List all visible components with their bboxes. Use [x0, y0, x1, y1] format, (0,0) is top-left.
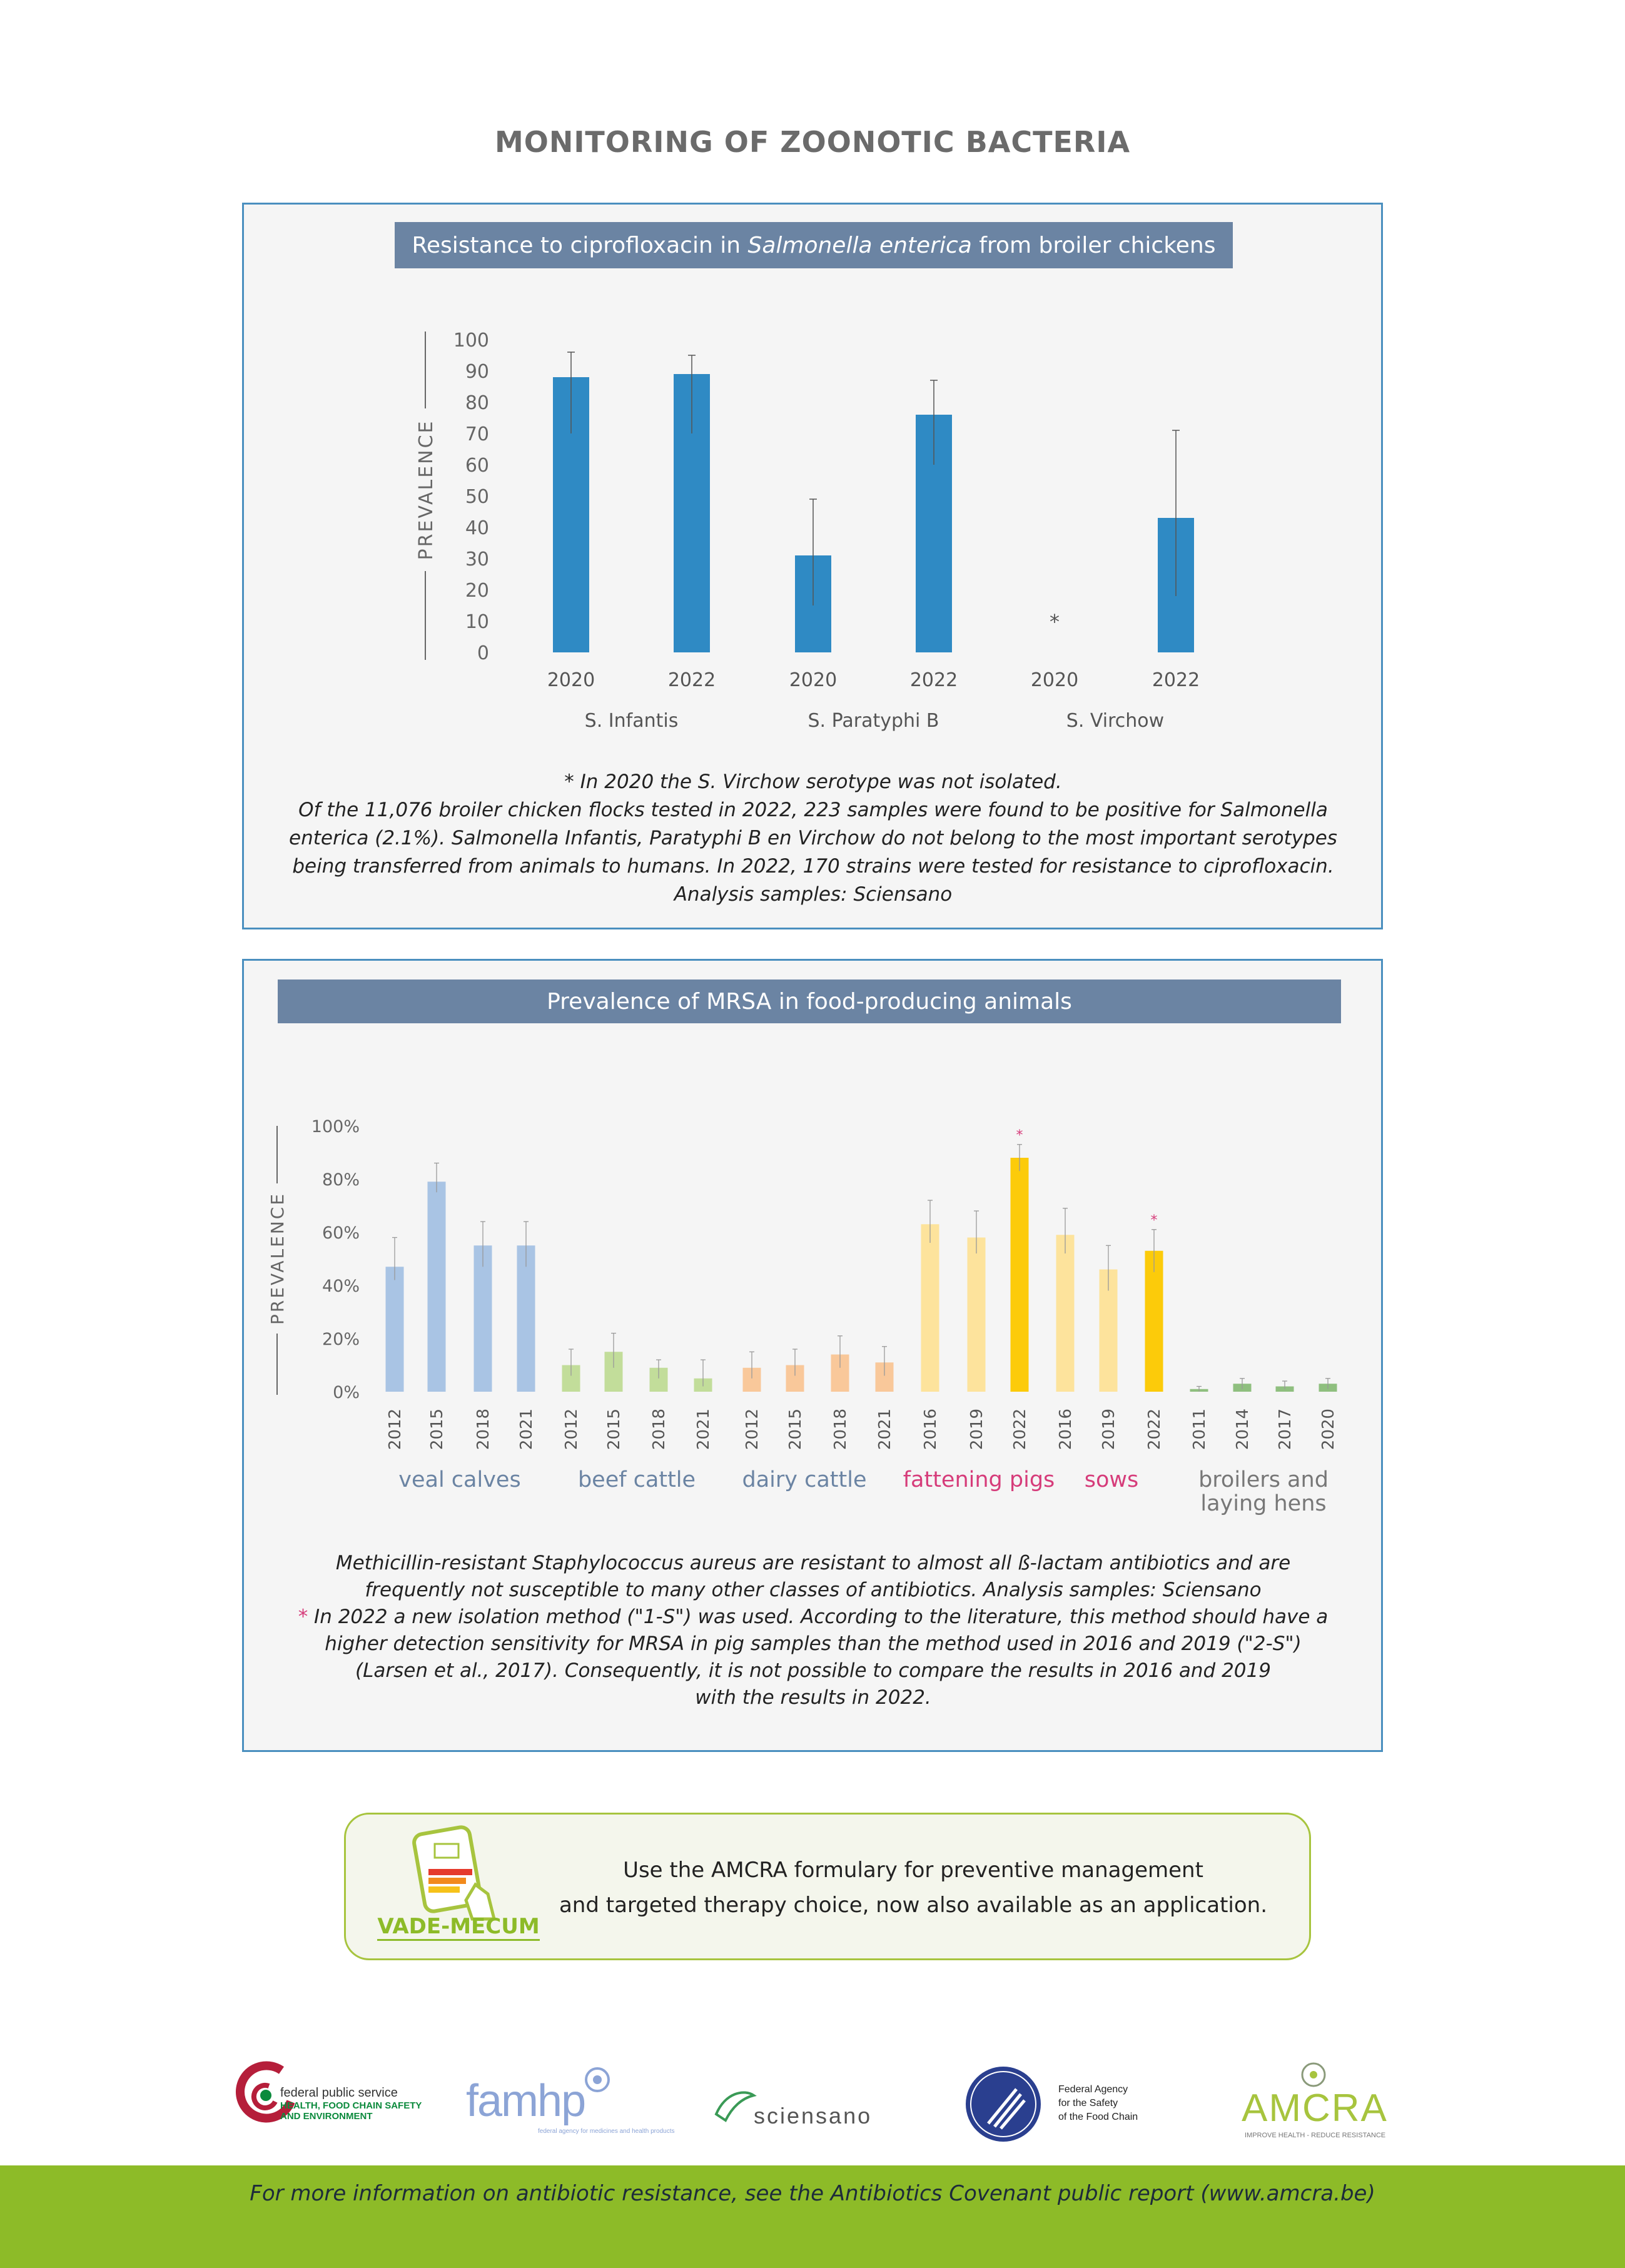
x-tick-label: 2017	[1276, 1408, 1295, 1450]
x-tick-label: 2014	[1233, 1408, 1252, 1450]
y-tick-label: 0%	[333, 1383, 360, 1402]
y-tick-label: 0	[477, 642, 489, 664]
x-tick-label: 2020	[547, 669, 595, 691]
salmonella-caption	[250, 768, 1376, 909]
y-tick-label: 50	[465, 486, 489, 508]
group-label: fattening pigs	[903, 1467, 1055, 1492]
x-tick-label: 2012	[743, 1408, 762, 1450]
x-tick-label: 2022	[1145, 1408, 1164, 1450]
y-tick-label: 80	[465, 392, 489, 414]
y-tick-label: 10	[465, 611, 489, 633]
afsca-logo-icon	[963, 2064, 1043, 2144]
y-tick-label: 30	[465, 549, 489, 570]
y-tick-label: 20%	[321, 1330, 360, 1349]
amcra-logo-sub: IMPROVE HEALTH - REDUCE RESISTANCE	[1245, 2132, 1386, 2139]
annotation-star: *	[1050, 610, 1060, 634]
x-tick-label: 2021	[694, 1408, 713, 1450]
x-tick-label: 2021	[876, 1408, 894, 1450]
x-tick-label: 2018	[474, 1408, 493, 1450]
caption-line: being transferred from animals to humans. In 2022, 170 strains were tested for resistance to ciprofloxacin.	[292, 855, 1334, 878]
caption-line: * In 2020 the S. Virchow serotype was not isolated.	[564, 771, 1062, 793]
caption-line: Analysis samples: Sciensano	[674, 883, 953, 906]
famhp-logo: famhp	[466, 2076, 585, 2126]
famhp-swirl-icon	[582, 2064, 613, 2095]
group-label: laying hens	[1200, 1491, 1327, 1516]
mrsa-caption	[250, 1550, 1376, 1711]
x-tick-label: 2019	[1100, 1408, 1118, 1450]
annotation-star: *	[1150, 1212, 1158, 1228]
caption-line: higher detection sensitivity for MRSA in pig samples than the method used in 2016 and 2019 ("2-S")	[325, 1633, 1302, 1655]
y-tick-label: 60%	[321, 1223, 360, 1243]
mrsa-panel-title: Prevalence of MRSA in food-producing animals	[278, 980, 1341, 1023]
panel-title-post: from broiler chickens	[971, 232, 1216, 258]
x-tick-label: 2016	[1056, 1408, 1075, 1450]
bar	[474, 1245, 492, 1392]
caption-line: Of the 11,076 broiler chicken flocks tested in 2022, 223 samples were found to be positive for Salmonella	[298, 799, 1328, 821]
sciensano-logo: sciensano	[754, 2103, 873, 2129]
vade-line-2: and targeted therapy choice, now also available as an application.	[559, 1893, 1268, 1918]
y-tick-label: 40	[465, 517, 489, 539]
fps-logo-text: federal public service HEALTH, FOOD CHAIN SAFETY AND ENVIRONMENT	[280, 2086, 422, 2122]
x-tick-label: 2021	[517, 1408, 536, 1450]
sciensano-leaf-icon	[713, 2086, 757, 2124]
page-title: MONITORING OF ZOONOTIC BACTERIA	[494, 125, 1131, 159]
salmonella-chart	[375, 313, 1251, 751]
caption-line: Methicillin-resistant Staphylococcus aureus are resistant to almost all ß-lactam antibiotics and are	[335, 1552, 1291, 1574]
x-tick-label: 2016	[921, 1408, 940, 1450]
x-tick-label: 2012	[562, 1408, 581, 1450]
x-tick-label: 2018	[650, 1408, 669, 1450]
group-label: veal calves	[398, 1467, 521, 1492]
caption-line: enterica (2.1%). Salmonella Infantis, Paratyphi B en Virchow do not belong to the most important serotypes	[289, 827, 1337, 849]
afsca-logo-text: Federal Agency for the Safety of the Food Chain	[1058, 2084, 1138, 2122]
bar	[1011, 1158, 1029, 1392]
y-tick-label: 70	[465, 423, 489, 445]
x-tick-label: 2012	[386, 1408, 405, 1450]
y-axis-label: PREVALENCE	[415, 419, 437, 560]
caption-line: (Larsen et al., 2017). Consequently, it is not possible to compare the results in 2016 and 2019	[355, 1659, 1271, 1682]
y-tick-label: 80%	[321, 1170, 360, 1190]
y-tick-label: 20	[465, 580, 489, 602]
x-tick-label: 2018	[831, 1408, 850, 1450]
x-tick-label: 2020	[1030, 669, 1079, 691]
bar	[921, 1224, 939, 1392]
bar	[428, 1182, 446, 1392]
bar	[1056, 1235, 1075, 1392]
panel-title-pre: Resistance to ciprofloxacin in	[412, 232, 748, 258]
caption-line: with the results in 2022.	[695, 1686, 931, 1709]
y-tick-label: 40%	[321, 1277, 360, 1296]
group-label: S. Infantis	[584, 710, 679, 732]
y-tick-label: 90	[465, 361, 489, 383]
group-label: dairy cattle	[742, 1467, 867, 1492]
group-label: S. Paratyphi B	[807, 710, 939, 732]
x-tick-label: 2015	[428, 1408, 447, 1450]
x-tick-label: 2022	[909, 669, 958, 691]
y-tick-label: 100%	[311, 1117, 360, 1137]
bar	[386, 1267, 404, 1392]
amcra-logo: AMCRA	[1242, 2087, 1388, 2130]
x-tick-label: 2020	[1319, 1408, 1338, 1450]
group-label: broilers and	[1198, 1467, 1329, 1492]
x-tick-label: 2020	[789, 669, 838, 691]
vade-mecum-label: VADE-MECUM	[377, 1914, 540, 1941]
x-tick-label: 2019	[968, 1408, 986, 1450]
x-tick-label: 2015	[786, 1408, 805, 1450]
x-tick-label: 2022	[667, 669, 716, 691]
y-tick-label: 100	[453, 330, 489, 352]
bar	[968, 1238, 986, 1392]
famhp-logo-sub: federal agency for medicines and health products	[538, 2128, 675, 2135]
annotation-star: *	[1016, 1127, 1023, 1143]
x-tick-label: 2022	[1011, 1408, 1030, 1450]
bar	[517, 1245, 535, 1392]
footer-text: For more information on antibiotic resistance, see the Antibiotics Covenant public report (www.amcra.be)	[250, 2181, 1375, 2206]
caption-line: frequently not susceptible to many other classes of antibiotics. Analysis samples: Sciensano	[365, 1579, 1262, 1601]
vade-mecum-text	[538, 1853, 1288, 1923]
panel-title-species: Salmonella enterica	[747, 232, 972, 258]
salmonella-panel-title	[395, 222, 1233, 268]
group-label: beef cattle	[577, 1467, 696, 1492]
group-label: S. Virchow	[1066, 710, 1165, 732]
y-axis-label: PREVALENCE	[267, 1192, 288, 1325]
x-tick-label: 2015	[605, 1408, 624, 1450]
mrsa-chart	[250, 1088, 1376, 1539]
group-label: sows	[1084, 1467, 1139, 1492]
caption-line: * In 2022 a new isolation method ("1-S") was used. According to the literature, this method should have a	[298, 1606, 1329, 1628]
y-tick-label: 60	[465, 455, 489, 477]
x-tick-label: 2022	[1152, 669, 1200, 691]
vade-line-1: Use the AMCRA formulary for preventive management	[623, 1858, 1203, 1883]
x-tick-label: 2011	[1190, 1408, 1209, 1450]
